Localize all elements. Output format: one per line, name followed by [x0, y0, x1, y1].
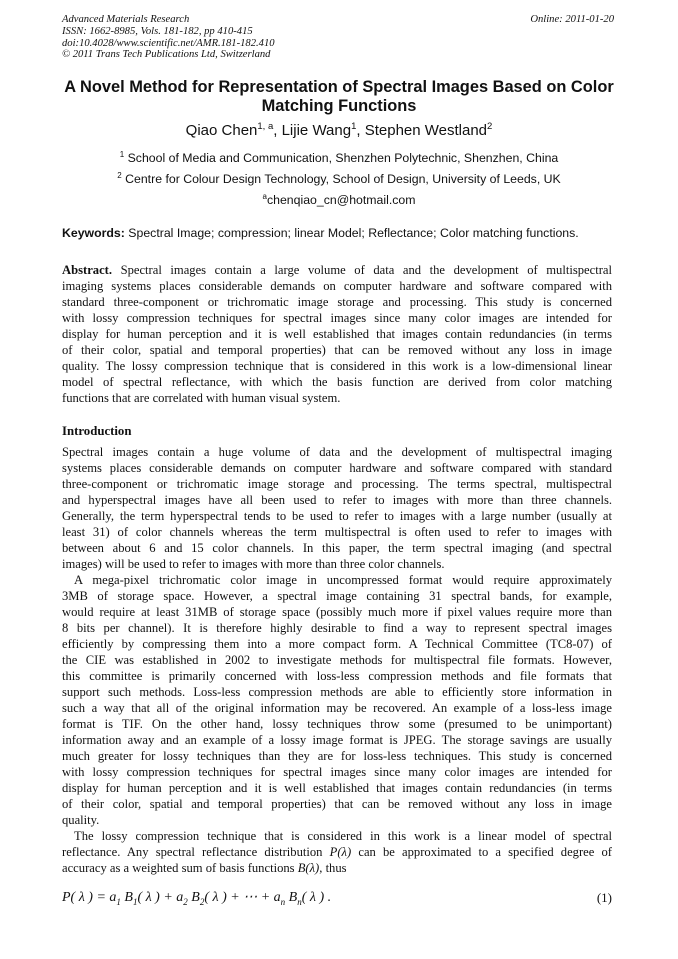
line-text: images) will be used to refer to images with more than three color channels.	[62, 557, 445, 571]
line-text: and hyperspectral images have all been used to refer to images with more than three channels.	[62, 493, 612, 507]
line-text: accuracy as a weighted sum of basis functions	[62, 861, 298, 875]
eq-sub: 1	[116, 896, 121, 907]
text-line	[62, 844, 612, 860]
line-text: much greater for lossy techniques than they are for loss-less techniques. This study is concerned	[62, 749, 612, 763]
text-line	[62, 700, 612, 716]
line-text: , thus	[319, 861, 347, 875]
copyright: © 2011 Trans Tech Publications Ltd, Switzerland	[62, 49, 271, 61]
author-sup: 2	[487, 121, 493, 132]
line-text: functions that are correlated with human visual system.	[62, 391, 341, 405]
math-symbol: P(λ)	[329, 845, 352, 859]
text-line	[62, 796, 612, 812]
line-text: information away and an example of a lossy image format is JPEG. The storage savings are usually	[62, 733, 612, 747]
line-text: display for human perception and it is well established that images contain redundancies (in terms	[62, 327, 612, 341]
line-text: 8 bits per channel). It is therefore highly desirable to find a way to represent spectral images	[62, 621, 612, 635]
line-text: Spectral images contain a large volume of data and the development of multispectral	[112, 263, 612, 277]
text-line	[62, 374, 612, 390]
text-line	[62, 732, 612, 748]
text-line	[62, 342, 612, 358]
affiliation	[0, 150, 678, 165]
line-text: standard three-component or trichromatic image storage and processing. This study is concerned	[62, 295, 612, 309]
eq-sub: 2	[183, 896, 188, 907]
text-line	[62, 444, 612, 460]
line-text: systems places considerable demands on computer hardware and software compared with standard	[62, 461, 612, 475]
eq-sub: n	[297, 896, 302, 907]
abstract-label: Abstract.	[62, 263, 113, 277]
eq-part: P( λ ) = a	[62, 890, 117, 905]
line-text: of their color, spatial and temporal properties) that can be removed without any loss in image	[62, 343, 612, 357]
title-line: A Novel Method for Representation of Spectral Images Based on Color	[64, 78, 614, 96]
line-text: Spectral images contain a huge volume of data and the development of multispectral imaging	[62, 445, 612, 459]
text-line	[62, 556, 612, 572]
text-line	[62, 684, 612, 700]
journal-name: Advanced Materials Research	[62, 14, 190, 25]
text-line	[62, 780, 612, 796]
paragraph	[62, 572, 612, 828]
eq-sub: n	[280, 896, 286, 907]
text-line	[62, 636, 612, 652]
text-line	[62, 764, 612, 780]
introduction-body	[62, 444, 612, 876]
line-text: the CIE was established in 2002 to investigate methods for multispectral file formats. However,	[62, 653, 612, 667]
email	[0, 192, 678, 207]
line-text: can be approximated to a specified degree of	[351, 845, 612, 859]
math-symbol: B(λ)	[297, 861, 320, 875]
line-text: imaging systems places considerable demands on computer hardware and software compared with	[62, 279, 612, 293]
text-line	[62, 540, 612, 556]
keywords-label: Keywords:	[62, 226, 125, 240]
aff-sup: 2	[117, 171, 122, 180]
eq-sub: 2	[199, 896, 205, 907]
text-line	[62, 294, 612, 310]
author-sup: 1, a	[257, 121, 274, 132]
eq-part: B	[124, 890, 133, 905]
journal-header	[62, 14, 275, 61]
line-text: least 31) of color channels whereas the term multispectral is often used to refer to images with	[62, 525, 612, 539]
text-line	[62, 748, 612, 764]
eq-sub: 1	[132, 896, 138, 907]
eq-part: ( λ ) .	[301, 890, 332, 905]
email-text: chenqiao_cn@hotmail.com	[266, 193, 416, 208]
text-line	[62, 588, 612, 604]
text-line	[62, 278, 612, 294]
text-line	[62, 262, 612, 278]
line-text: this committee is primarily concerned with loss-less compression methods and file formats that	[62, 669, 612, 683]
text-line	[62, 492, 612, 508]
author: Lijie Wang	[281, 122, 352, 139]
affiliation	[0, 171, 678, 186]
author: Qiao Chen	[185, 122, 258, 139]
line-text: support such methods. Loss-less compression methods are able to efficiently store information in	[62, 685, 612, 699]
text-line	[62, 716, 612, 732]
text-line	[62, 812, 612, 828]
text-line	[62, 860, 612, 876]
author: Stephen Westland	[364, 122, 488, 139]
line-text: with lossy compression techniques for spectral images since many color images are intended for	[62, 311, 612, 325]
doi: doi:10.4028/www.scientific.net/AMR.181-182.410	[62, 37, 275, 49]
text-line	[62, 668, 612, 684]
line-text: such a way that all of the original information may be recovered. An example of a loss-less image	[62, 701, 612, 715]
line-text: format is TIF. On the other hand, lossy techniques throw some (presumed to be unimportant)	[62, 717, 612, 731]
text-line	[62, 476, 612, 492]
text-line	[62, 358, 612, 374]
author-list	[0, 121, 678, 139]
line-text: reflectance. Any spectral reflectance distribution	[62, 845, 330, 859]
line-text: between about 6 and 15 color channels. In this paper, the term spectral imaging (and spectral	[62, 541, 612, 555]
paper-title	[40, 78, 638, 116]
text-line	[62, 460, 612, 476]
text-line	[62, 620, 612, 636]
equation-1	[62, 889, 331, 907]
author-sup: 1	[351, 121, 357, 132]
aff-sup: 1	[119, 150, 125, 159]
abstract	[62, 262, 612, 406]
line-text: Generally, the term hyperspectral tends to be used to refer to images with a large number (usually at	[62, 509, 612, 523]
section-heading-introduction: Introduction	[62, 424, 132, 438]
text-line	[62, 828, 612, 844]
text-line	[62, 572, 612, 588]
line-text: model of spectral reflectance, with which the basis function are derived from color matching	[62, 375, 612, 389]
line-text: efficiently by compressing them into a more compact form. A Technical Committee (TC8-07) of	[62, 637, 612, 651]
text-line	[62, 524, 612, 540]
aff-text: School of Media and Communication, Shenzhen Polytechnic, Shenzhen, China	[124, 151, 559, 166]
aff-text: Centre for Colour Design Technology, School of Design, University of Leeds, UK	[121, 172, 561, 187]
line-text: A mega-pixel trichromatic color image in uncompressed format would require approximately	[74, 573, 612, 587]
eq-part: B	[288, 890, 298, 905]
title-line: Matching Functions	[261, 97, 417, 115]
separator: ,	[356, 122, 365, 139]
text-line	[62, 390, 612, 406]
line-text: The lossy compression technique that is considered in this work is a linear model of spectral	[74, 829, 612, 843]
line-text: with lossy compression techniques for spectral images since many color images are intended for	[62, 765, 612, 779]
online-date: Online: 2011-01-20	[530, 14, 614, 25]
text-line	[62, 326, 612, 342]
eq-part: B	[191, 890, 200, 905]
line-text: would require at least 31MB of storage space (possibly much more if pixel values require more than	[62, 605, 612, 619]
line-text: 3MB of storage space. However, a spectral image containing 31 spectral bands, for example,	[62, 589, 612, 603]
text-line	[62, 604, 612, 620]
line-text: display for human perception and it is well established that images contain redundancies (in terms	[62, 781, 612, 795]
text-line	[62, 310, 612, 326]
aff-sup: a	[262, 192, 267, 201]
equation-number: (1)	[596, 890, 612, 905]
keywords	[62, 226, 579, 240]
line-text: of their color, spatial and temporal properties) that can be removed without any loss in image	[62, 797, 612, 811]
keywords-text: Spectral Image; compression; linear Model; Reflectance; Color matching functions.	[124, 226, 579, 240]
paragraph	[62, 444, 612, 572]
eq-part: ( λ ) + a	[137, 890, 184, 905]
paragraph	[62, 828, 612, 876]
issn: ISSN: 1662-8985, Vols. 181-182, pp 410-415	[62, 25, 253, 37]
text-line	[62, 652, 612, 668]
line-text: three-component or trichromatic image storage and processing. The terms spectral, multispectral	[62, 477, 612, 491]
text-line	[62, 508, 612, 524]
line-text: quality. The lossy compression technique that is considered in this work is a low-dimensional linear	[62, 359, 612, 373]
separator: ,	[273, 122, 282, 139]
eq-part: ( λ ) + ⋯ + a	[204, 890, 281, 905]
line-text: quality.	[62, 813, 100, 827]
